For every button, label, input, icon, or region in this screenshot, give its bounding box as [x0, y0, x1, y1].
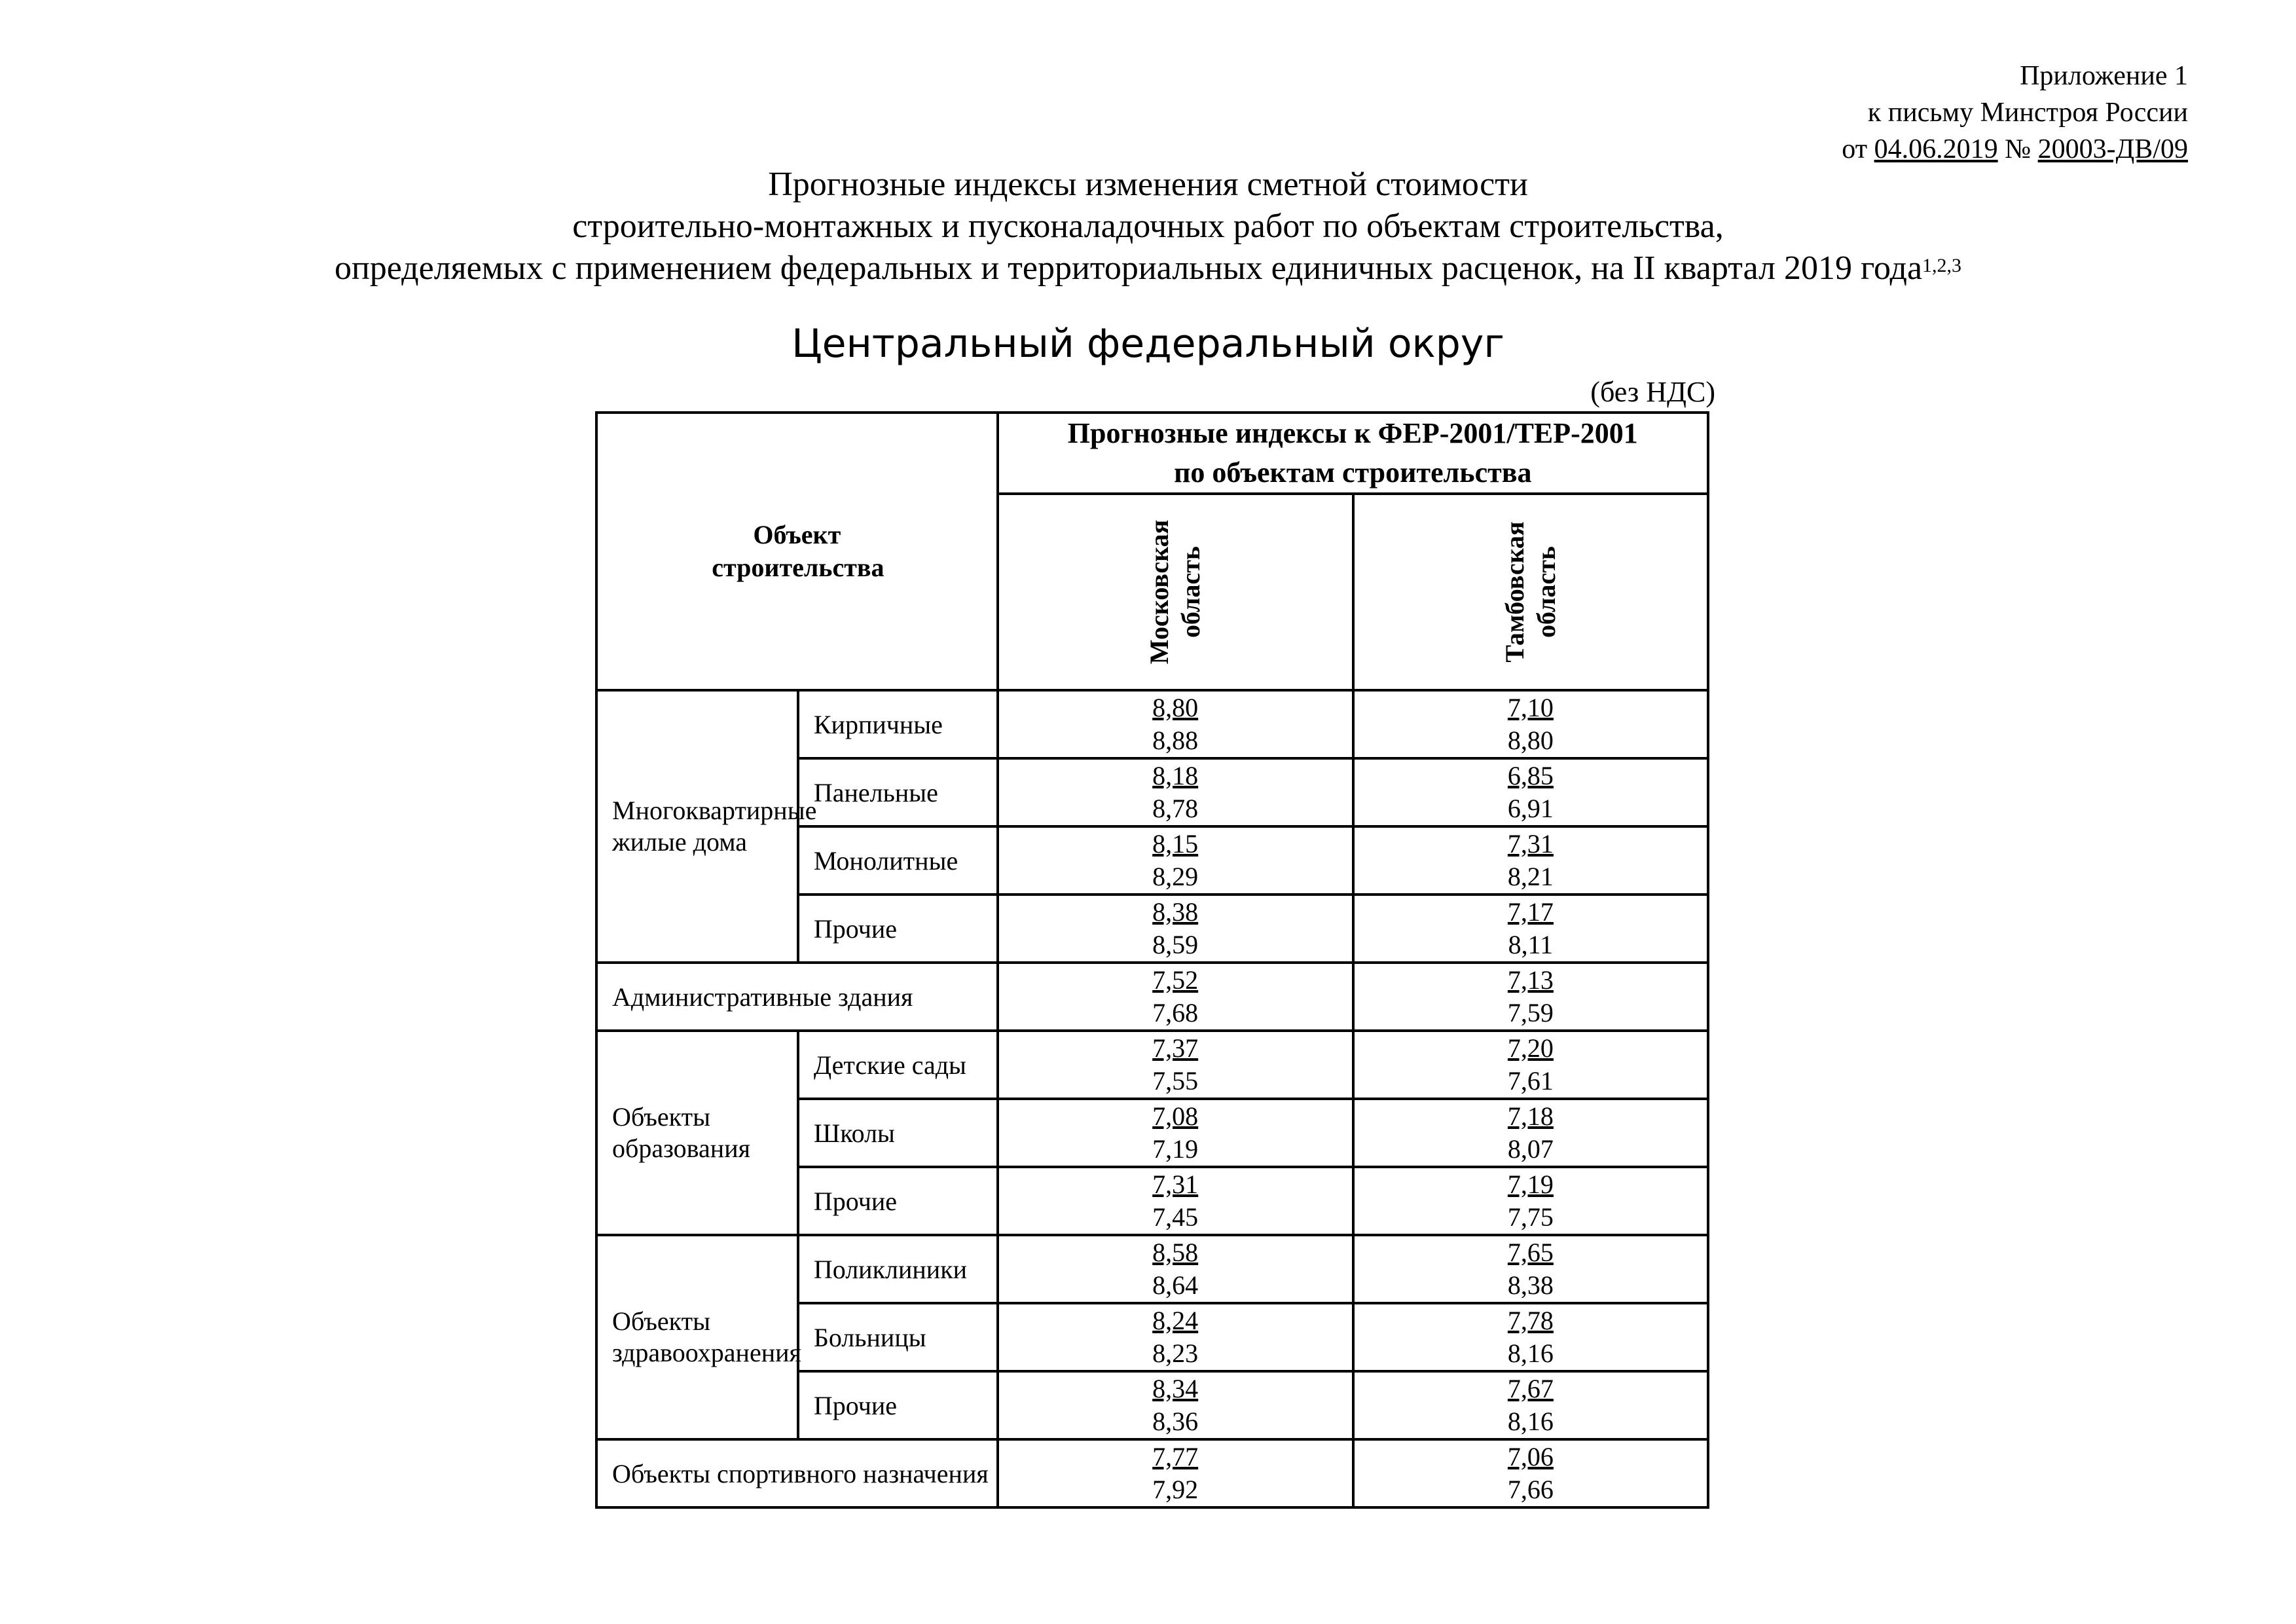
value-line-2: 7,66	[1507, 1475, 1554, 1504]
appendix-line-3	[1842, 131, 2188, 168]
value-line-2: 8,88	[1152, 726, 1199, 755]
value-line-1: 7,13	[1507, 965, 1554, 995]
value-moscow	[998, 690, 1353, 758]
region-tambov-line-1: Тамбовская	[1499, 521, 1529, 663]
document-title	[0, 164, 2296, 289]
value-moscow	[998, 1031, 1353, 1099]
region-moscow-line-2: область	[1176, 546, 1206, 638]
table-row	[596, 1439, 1708, 1507]
value-line-2: 8,38	[1507, 1270, 1554, 1300]
value-line-1: 7,10	[1507, 693, 1554, 722]
appendix-line-2: к письму Минстроя России	[1867, 98, 2188, 128]
title-line-1: Прогнозные индексы изменения сметной стоимости	[768, 166, 1528, 203]
footnote-refs: 1,2,3	[1922, 255, 1962, 276]
value-tambov	[1353, 1371, 1708, 1439]
title-line-3-text: определяемых с применением федеральных и территориальных единичных расценок, на II квартал 2019 года	[334, 249, 1923, 287]
sub-hospitals: Больницы	[798, 1303, 998, 1371]
value-line-2: 7,68	[1152, 998, 1199, 1027]
group-education: Объекты образования	[596, 1031, 798, 1235]
value-line-2: 7,61	[1507, 1066, 1554, 1096]
appendix-date: 04.06.2019	[1874, 134, 1998, 164]
value-tambov	[1353, 826, 1708, 895]
value-line-2: 8,64	[1152, 1270, 1199, 1300]
value-line-1: 7,67	[1507, 1374, 1554, 1403]
value-line-2: 8,11	[1508, 930, 1554, 959]
value-line-2: 7,45	[1152, 1202, 1199, 1232]
header-region-tambov	[1353, 494, 1708, 690]
header-object-text: Объект строительства	[712, 520, 884, 582]
appendix-note	[1842, 58, 2188, 168]
table-row	[596, 690, 1708, 758]
value-moscow	[998, 1303, 1353, 1371]
value-line-1: 7,37	[1152, 1033, 1199, 1063]
value-line-2: 8,59	[1152, 930, 1199, 959]
value-line-2: 8,80	[1507, 726, 1554, 755]
value-line-2: 6,91	[1507, 794, 1554, 823]
value-line-2: 7,92	[1152, 1475, 1199, 1504]
sub-other: Прочие	[798, 1371, 998, 1439]
group-sport: Объекты спортивного назначения	[596, 1439, 998, 1507]
value-line-1: 7,19	[1507, 1170, 1554, 1199]
value-moscow	[998, 826, 1353, 895]
header-group-text: Прогнозные индексы к ФЕР-2001/ТЕР-2001 по объектам строительства	[1067, 417, 1638, 489]
value-line-2: 8,36	[1152, 1407, 1199, 1436]
value-line-1: 8,15	[1152, 829, 1199, 858]
value-tambov	[1353, 963, 1708, 1031]
value-line-1: 8,80	[1152, 693, 1199, 722]
value-tambov	[1353, 1439, 1708, 1507]
value-line-1: 8,58	[1152, 1238, 1199, 1267]
value-moscow	[998, 895, 1353, 963]
region-tambov-label	[1499, 521, 1562, 662]
value-line-2: 7,75	[1507, 1202, 1554, 1232]
value-line-2: 8,23	[1152, 1338, 1199, 1368]
value-moscow	[998, 1167, 1353, 1235]
value-tambov	[1353, 1099, 1708, 1167]
region-moscow-label	[1144, 520, 1207, 664]
group-admin: Административные здания	[596, 963, 998, 1031]
value-moscow	[998, 1235, 1353, 1303]
sub-brick: Кирпичные	[798, 690, 998, 758]
value-line-1: 8,34	[1152, 1374, 1199, 1403]
sub-other: Прочие	[798, 1167, 998, 1235]
value-moscow	[998, 1099, 1353, 1167]
value-line-1: 8,24	[1152, 1306, 1199, 1335]
value-tambov	[1353, 758, 1708, 826]
value-line-1: 7,52	[1152, 965, 1199, 995]
value-line-2: 7,55	[1152, 1066, 1199, 1096]
value-line-1: 8,38	[1152, 897, 1199, 927]
index-table	[595, 411, 1709, 1509]
value-line-2: 7,19	[1152, 1134, 1199, 1164]
value-tambov	[1353, 1031, 1708, 1099]
value-line-1: 7,06	[1507, 1442, 1554, 1471]
value-line-2: 8,78	[1152, 794, 1199, 823]
value-moscow	[998, 1439, 1353, 1507]
region-tambov-line-2: область	[1531, 546, 1561, 638]
table-row	[596, 1031, 1708, 1099]
value-line-1: 7,18	[1507, 1101, 1554, 1131]
value-line-2: 8,07	[1507, 1134, 1554, 1164]
value-moscow	[998, 963, 1353, 1031]
table-row	[596, 963, 1708, 1031]
appendix-number: 20003-ДВ/09	[2037, 134, 2188, 164]
value-line-1: 7,08	[1152, 1101, 1199, 1131]
header-group	[998, 413, 1708, 494]
value-line-1: 7,31	[1152, 1170, 1199, 1199]
header-object	[596, 413, 998, 690]
value-line-1: 7,65	[1507, 1238, 1554, 1267]
value-tambov	[1353, 895, 1708, 963]
value-line-1: 7,20	[1507, 1033, 1554, 1063]
sub-clinics: Поликлиники	[798, 1235, 998, 1303]
value-moscow	[998, 1371, 1353, 1439]
value-line-1: 6,85	[1507, 761, 1554, 790]
appendix-from: от	[1842, 134, 1874, 164]
vat-note: (без НДС)	[1590, 376, 1715, 408]
value-tambov	[1353, 1303, 1708, 1371]
value-tambov	[1353, 690, 1708, 758]
appendix-number-sign: №	[1997, 134, 2038, 164]
sub-monolithic: Монолитные	[798, 826, 998, 895]
value-line-2: 8,21	[1507, 862, 1554, 891]
district-heading: Центральный федеральный округ	[792, 321, 1504, 367]
value-line-2: 7,59	[1507, 998, 1554, 1027]
value-line-2: 8,16	[1507, 1407, 1554, 1436]
value-line-1: 7,31	[1507, 829, 1554, 858]
group-apartments: Многоквартирные жилые дома	[596, 690, 798, 963]
value-moscow	[998, 758, 1353, 826]
group-health: Объекты здравоохранения	[596, 1235, 798, 1439]
value-tambov	[1353, 1235, 1708, 1303]
header-row-1	[596, 413, 1708, 494]
sub-schools: Школы	[798, 1099, 998, 1167]
value-line-1: 7,17	[1507, 897, 1554, 927]
table-row	[596, 1235, 1708, 1303]
header-region-moscow	[998, 494, 1353, 690]
title-line-3	[0, 248, 2296, 289]
value-line-2: 8,16	[1507, 1338, 1554, 1368]
value-line-1: 7,78	[1507, 1306, 1554, 1335]
value-line-1: 8,18	[1152, 761, 1199, 790]
region-moscow-line-1: Московская	[1144, 519, 1175, 665]
sub-panel: Панельные	[798, 758, 998, 826]
value-line-1: 7,77	[1152, 1442, 1199, 1471]
title-line-2: строительно-монтажных и пусконаладочных работ по объектам строительства,	[572, 208, 1724, 245]
value-tambov	[1353, 1167, 1708, 1235]
sub-other: Прочие	[798, 895, 998, 963]
appendix-line-1: Приложение 1	[2020, 61, 2188, 91]
value-line-2: 8,29	[1152, 862, 1199, 891]
sub-kindergartens: Детские сады	[798, 1031, 998, 1099]
